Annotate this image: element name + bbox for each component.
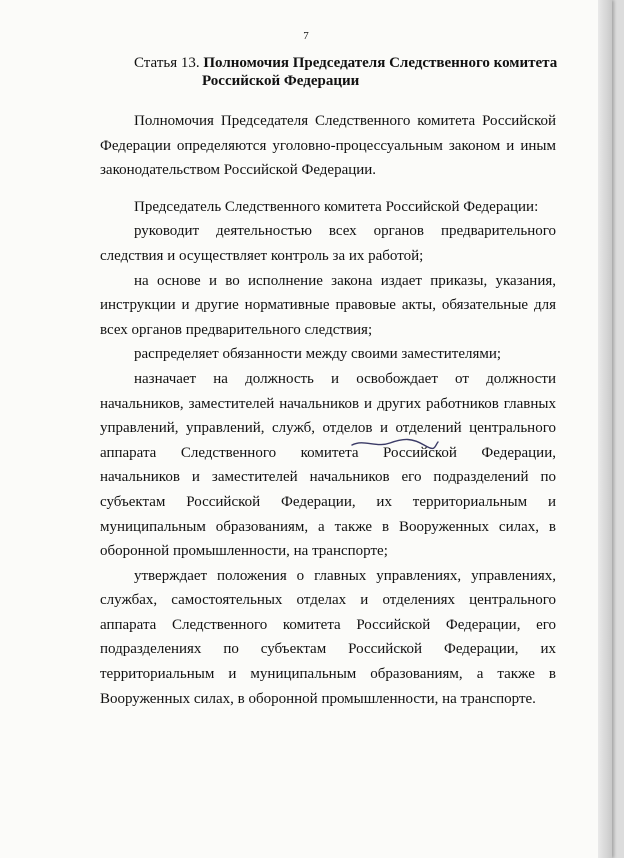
article-number: Статья 13. (134, 55, 200, 71)
page-number: 7 (303, 30, 309, 42)
article-body (100, 109, 556, 711)
paragraph: назначает на должность и освобождает от должности начальников, заместителей начальников и других работников главных управлений, управлений, служб, отделов и отделений центрального аппарата Следственного комитета Российской Федерации, начальников и заместителей начальников его подразделений по субъектам Российской Федерации, их территориальным и муниципальным образованиям, а также в Вооруженных силах, в оборонной промышленности, на транспорте; (100, 370, 556, 560)
paragraph: руководит деятельностью всех органов предварительного следствия и осуществляет контроль за их работой; (100, 223, 556, 264)
paragraph: Полномочия Председателя Следственного комитета Российской Федерации определяются уголовно-процессуальным законом и иным законодательством Российской Федерации. (100, 113, 556, 179)
paragraph: Председатель Следственного комитета Российской Федерации: (134, 198, 539, 215)
handwritten-pen-mark (350, 436, 440, 450)
article-heading (134, 54, 574, 90)
article-title-line1: Полномочия Председателя Следственного комитета (203, 55, 558, 71)
paragraph: утверждает положения о главных управлениях, управлениях, службах, самостоятельных отделах и отделениях центрального аппарата Следственного комитета Российской Федерации, его подразделениях по субъектам Российской Федерации, их территориальным и муниципальным образованиям, а также в Вооруженных силах, в оборонной промышленности, на транспорте. (100, 567, 556, 707)
paragraph: распределяет обязанности между своими заместителями; (134, 346, 502, 363)
scan-edge-shadow (598, 0, 612, 858)
article-title-line2: Российской Федерации (202, 73, 360, 89)
paragraph: на основе и во исполнение закона издает приказы, указания, инструкции и другие нормативные правовые акты, обязательные для всех органов предварительного следствия; (100, 272, 556, 338)
